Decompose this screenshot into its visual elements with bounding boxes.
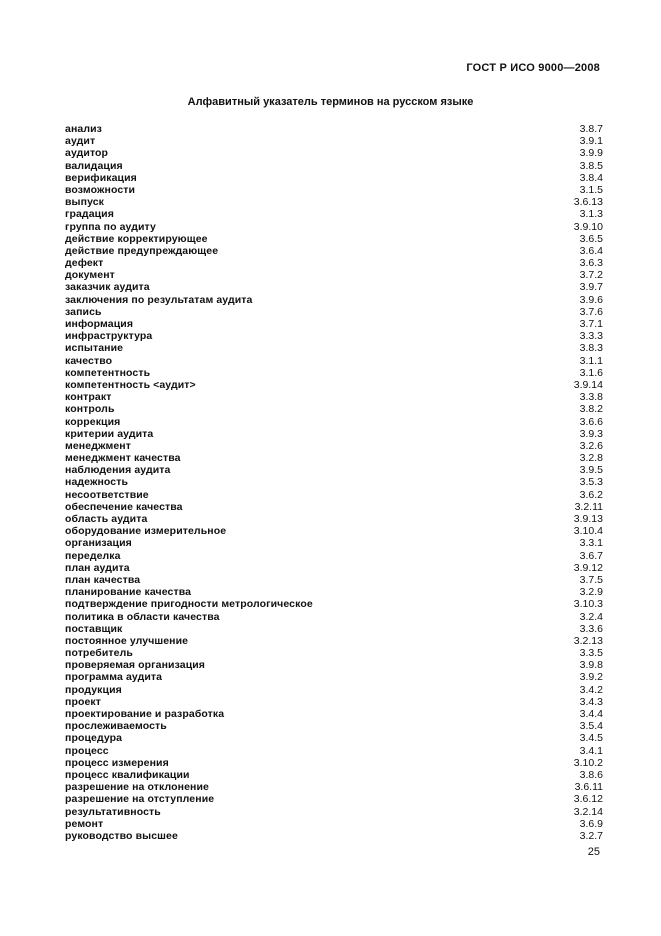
index-row (65, 562, 603, 574)
term-label: валидация (65, 159, 123, 172)
term-ref: 3.6.13 (573, 196, 603, 209)
term-ref: 3.3.5 (579, 647, 603, 660)
term-label: разрешение на отступление (65, 793, 215, 806)
term-ref: 3.3.8 (579, 391, 603, 404)
index-row (65, 684, 603, 696)
term-ref: 3.10.4 (573, 525, 603, 538)
term-ref: 3.2.14 (573, 805, 603, 818)
term-label: план аудита (65, 561, 130, 574)
index-row (65, 513, 603, 525)
term-ref: 3.7.2 (579, 269, 603, 282)
index-row (65, 452, 603, 464)
index-row (65, 635, 603, 647)
term-label: подтверждение пригодности метрологическое (65, 598, 313, 611)
index-row (65, 196, 603, 208)
term-ref: 3.6.12 (573, 793, 603, 806)
page-number: 25 (587, 846, 600, 858)
term-ref: 3.2.13 (573, 634, 603, 647)
index-row (65, 221, 603, 233)
index-row (65, 355, 603, 367)
index-row (65, 367, 603, 379)
term-label: руководство высшее (65, 829, 178, 842)
index-row (65, 806, 603, 818)
index-row (65, 184, 603, 196)
term-ref: 3.9.13 (573, 513, 603, 525)
index-row (65, 732, 603, 744)
index-row (65, 550, 603, 562)
term-label: область аудита (65, 513, 148, 525)
term-label: поставщик (65, 622, 123, 635)
term-label: процесс квалификации (65, 768, 190, 781)
term-ref: 3.4.5 (579, 732, 603, 745)
term-label: коррекция (65, 415, 121, 428)
term-ref: 3.4.3 (579, 695, 603, 708)
term-label: дефект (65, 257, 104, 270)
term-ref: 3.3.1 (579, 537, 603, 550)
term-ref: 3.9.12 (573, 561, 603, 574)
index-row (65, 781, 603, 793)
index-row (65, 342, 603, 354)
term-label: оборудование измерительное (65, 525, 227, 538)
term-ref: 3.4.4 (579, 708, 603, 720)
index-row (65, 440, 603, 452)
term-label: аудитор (65, 147, 109, 160)
index-row (65, 769, 603, 781)
term-ref: 3.8.2 (579, 403, 603, 416)
term-label: прослеживаемость (65, 720, 167, 733)
index-row (65, 233, 603, 245)
term-ref: 3.1.3 (579, 208, 603, 221)
term-label: программа аудита (65, 671, 163, 684)
term-ref: 3.9.10 (573, 220, 603, 233)
index-row (65, 428, 603, 440)
term-ref: 3.5.3 (579, 476, 603, 489)
index-row (65, 135, 603, 147)
term-ref: 3.10.3 (573, 598, 603, 611)
term-label: надежность (65, 476, 129, 489)
term-label: возможности (65, 183, 136, 196)
term-label: переделка (65, 549, 121, 562)
index-row (65, 623, 603, 635)
term-ref: 3.8.4 (579, 171, 603, 184)
term-label: менеджмент (65, 439, 131, 452)
index-row (65, 489, 603, 501)
index-row (65, 208, 603, 220)
term-ref: 3.2.4 (579, 610, 603, 623)
term-label: ремонт (65, 817, 104, 830)
term-label: потребитель (65, 647, 133, 660)
term-ref: 3.6.4 (579, 244, 603, 257)
term-label: процесс (65, 744, 109, 757)
term-label: компетентность (65, 366, 151, 379)
term-label: постоянное улучшение (65, 634, 189, 647)
term-ref: 3.9.6 (579, 293, 603, 306)
index-row (65, 598, 603, 610)
term-label: инфраструктура (65, 330, 153, 343)
term-label: план качества (65, 573, 141, 586)
index-row (65, 160, 603, 172)
term-label: политика в области качества (65, 610, 220, 623)
term-ref: 3.6.6 (579, 415, 603, 428)
index-row (65, 257, 603, 269)
term-label: качество (65, 354, 113, 367)
term-label: разрешение на отклонение (65, 781, 209, 794)
index-row (65, 281, 603, 293)
term-ref: 3.2.8 (579, 452, 603, 465)
standard-code-header: ГОСТ Р ИСО 9000—2008 (466, 62, 600, 74)
index-row (65, 830, 603, 842)
term-ref: 3.6.7 (579, 549, 603, 562)
index-row (65, 330, 603, 342)
term-ref: 3.2.9 (579, 586, 603, 599)
term-label: документ (65, 269, 115, 282)
term-ref: 3.10.2 (573, 756, 603, 769)
term-ref: 3.9.8 (579, 659, 603, 672)
term-ref: 3.9.1 (579, 135, 603, 148)
term-ref: 3.7.5 (579, 573, 603, 586)
term-ref: 3.9.5 (579, 464, 603, 477)
term-ref: 3.7.1 (579, 318, 603, 330)
term-label: организация (65, 537, 132, 550)
term-ref: 3.6.3 (579, 257, 603, 270)
index-row (65, 147, 603, 159)
index-row (65, 745, 603, 757)
index-row (65, 318, 603, 330)
index-row (65, 574, 603, 586)
term-label: верификация (65, 171, 137, 184)
term-label: анализ (65, 123, 102, 135)
index-row (65, 172, 603, 184)
index-row (65, 720, 603, 732)
index-row (65, 525, 603, 537)
term-label: аудит (65, 135, 96, 148)
term-label: запись (65, 305, 102, 318)
term-label: процесс измерения (65, 756, 169, 769)
term-ref: 3.1.1 (579, 354, 603, 367)
index-row (65, 659, 603, 671)
term-label: процедура (65, 732, 123, 745)
term-label: действие корректирующее (65, 232, 208, 245)
index-row (65, 818, 603, 830)
term-label: градация (65, 208, 114, 221)
term-label: проект (65, 695, 102, 708)
index-row (65, 464, 603, 476)
term-label: информация (65, 318, 134, 330)
term-label: планирование качества (65, 586, 192, 599)
index-row (65, 294, 603, 306)
term-ref: 3.3.3 (579, 330, 603, 343)
term-label: проектирование и разработка (65, 708, 225, 720)
term-ref: 3.2.7 (579, 829, 603, 842)
term-ref: 3.6.2 (579, 488, 603, 501)
term-label: заключения по результатам аудита (65, 293, 253, 306)
index-row (65, 245, 603, 257)
term-ref: 3.2.11 (574, 500, 603, 513)
term-ref: 3.1.6 (579, 366, 603, 379)
term-ref: 3.8.7 (579, 123, 603, 135)
index-row (65, 537, 603, 549)
index-row (65, 708, 603, 720)
term-label: действие предупреждающее (65, 244, 219, 257)
term-label: наблюдения аудита (65, 464, 171, 477)
term-label: испытание (65, 342, 124, 355)
term-label: проверяемая организация (65, 659, 206, 672)
term-ref: 3.9.2 (579, 671, 603, 684)
index-row (65, 391, 603, 403)
term-ref: 3.8.5 (579, 159, 603, 172)
term-ref: 3.9.9 (579, 147, 603, 160)
term-label: контроль (65, 403, 115, 416)
term-ref: 3.9.7 (579, 281, 603, 294)
term-ref: 3.9.3 (579, 427, 603, 440)
index-row (65, 123, 603, 135)
index-row (65, 476, 603, 488)
term-label: заказчик аудита (65, 281, 150, 294)
index-row (65, 611, 603, 623)
term-label: результативность (65, 805, 161, 818)
index-row (65, 403, 603, 415)
term-label: продукция (65, 683, 122, 696)
term-label: обеспечение качества (65, 500, 183, 513)
index-row (65, 306, 603, 318)
term-ref: 3.5.4 (579, 720, 603, 733)
index-row (65, 501, 603, 513)
term-label: менеджмент качества (65, 452, 181, 465)
term-ref: 3.6.11 (574, 781, 603, 794)
term-ref: 3.3.6 (579, 622, 603, 635)
term-label: несоответствие (65, 488, 149, 501)
term-label: контракт (65, 391, 112, 404)
index-row (65, 416, 603, 428)
index-row (65, 379, 603, 391)
term-ref: 3.1.5 (579, 183, 603, 196)
term-label: компетентность <аудит> (65, 378, 196, 391)
term-ref: 3.2.6 (579, 439, 603, 452)
page-title: Алфавитный указатель терминов на русском языке (187, 96, 474, 108)
term-ref: 3.4.2 (579, 683, 603, 696)
term-ref: 3.6.9 (579, 817, 603, 830)
term-label: критерии аудита (65, 427, 154, 440)
index-row (65, 757, 603, 769)
index-row (65, 793, 603, 805)
term-ref: 3.8.3 (579, 342, 603, 355)
term-ref: 3.4.1 (579, 744, 603, 757)
term-label: группа по аудиту (65, 220, 156, 233)
term-ref: 3.9.14 (573, 378, 603, 391)
index-row (65, 671, 603, 683)
index-row (65, 696, 603, 708)
index-row (65, 586, 603, 598)
term-ref: 3.8.6 (579, 768, 603, 781)
term-ref: 3.7.6 (579, 305, 603, 318)
index-row (65, 647, 603, 659)
index-list (65, 123, 603, 842)
term-ref: 3.6.5 (579, 232, 603, 245)
term-label: выпуск (65, 196, 105, 209)
index-row (65, 269, 603, 281)
